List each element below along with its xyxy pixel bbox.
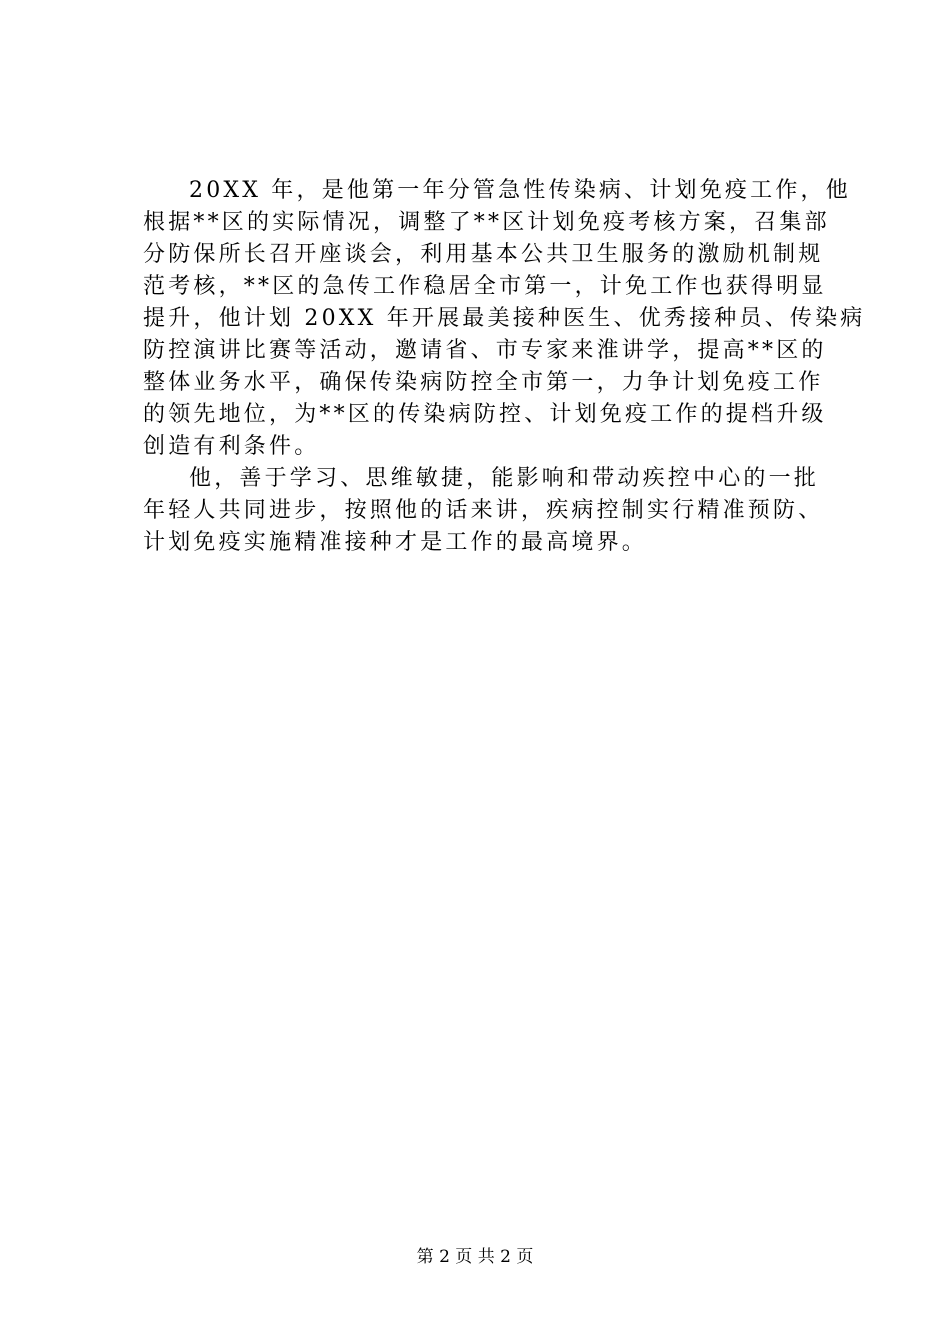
paragraph-line: 整体业务水平，确保传染病防控全市第一，力争计划免疫工作 [143, 370, 824, 395]
paragraph-line: 范考核，**区的急传工作稳居全市第一，计免工作也获得明显 [143, 274, 827, 299]
paragraph-line: 20XX 年，是他第一年分管急性传染病、计划免疫工作，他 [189, 178, 851, 203]
paragraph-line: 计划免疫实施精准接种才是工作的最高境界。 [143, 530, 648, 555]
paragraph-line: 根据**区的实际情况，调整了**区计划免疫考核方案，召集部 [143, 210, 830, 235]
paragraph-line: 年轻人共同进步，按照他的话来讲，疾病控制实行精准预防、 [143, 498, 824, 523]
paragraph-line: 的领先地位，为**区的传染病防控、计划免疫工作的提档升级 [143, 402, 827, 427]
paragraph-line: 分防保所长召开座谈会，利用基本公共卫生服务的激励机制规 [143, 242, 824, 267]
paragraph-line: 创造有利条件。 [143, 434, 320, 459]
page-number-footer: 第 2 页 共 2 页 [416, 1247, 534, 1267]
document-body [143, 175, 866, 559]
paragraph-line: 防控演讲比赛等活动，邀请省、市专家来淮讲学，提高**区的 [143, 338, 827, 363]
paragraph-line: 提升，他计划 20XX 年开展最美接种医生、优秀接种员、传染病 [143, 306, 866, 331]
paragraph-line: 他，善于学习、思维敏捷，能影响和带动疾控中心的一批 [189, 466, 820, 491]
